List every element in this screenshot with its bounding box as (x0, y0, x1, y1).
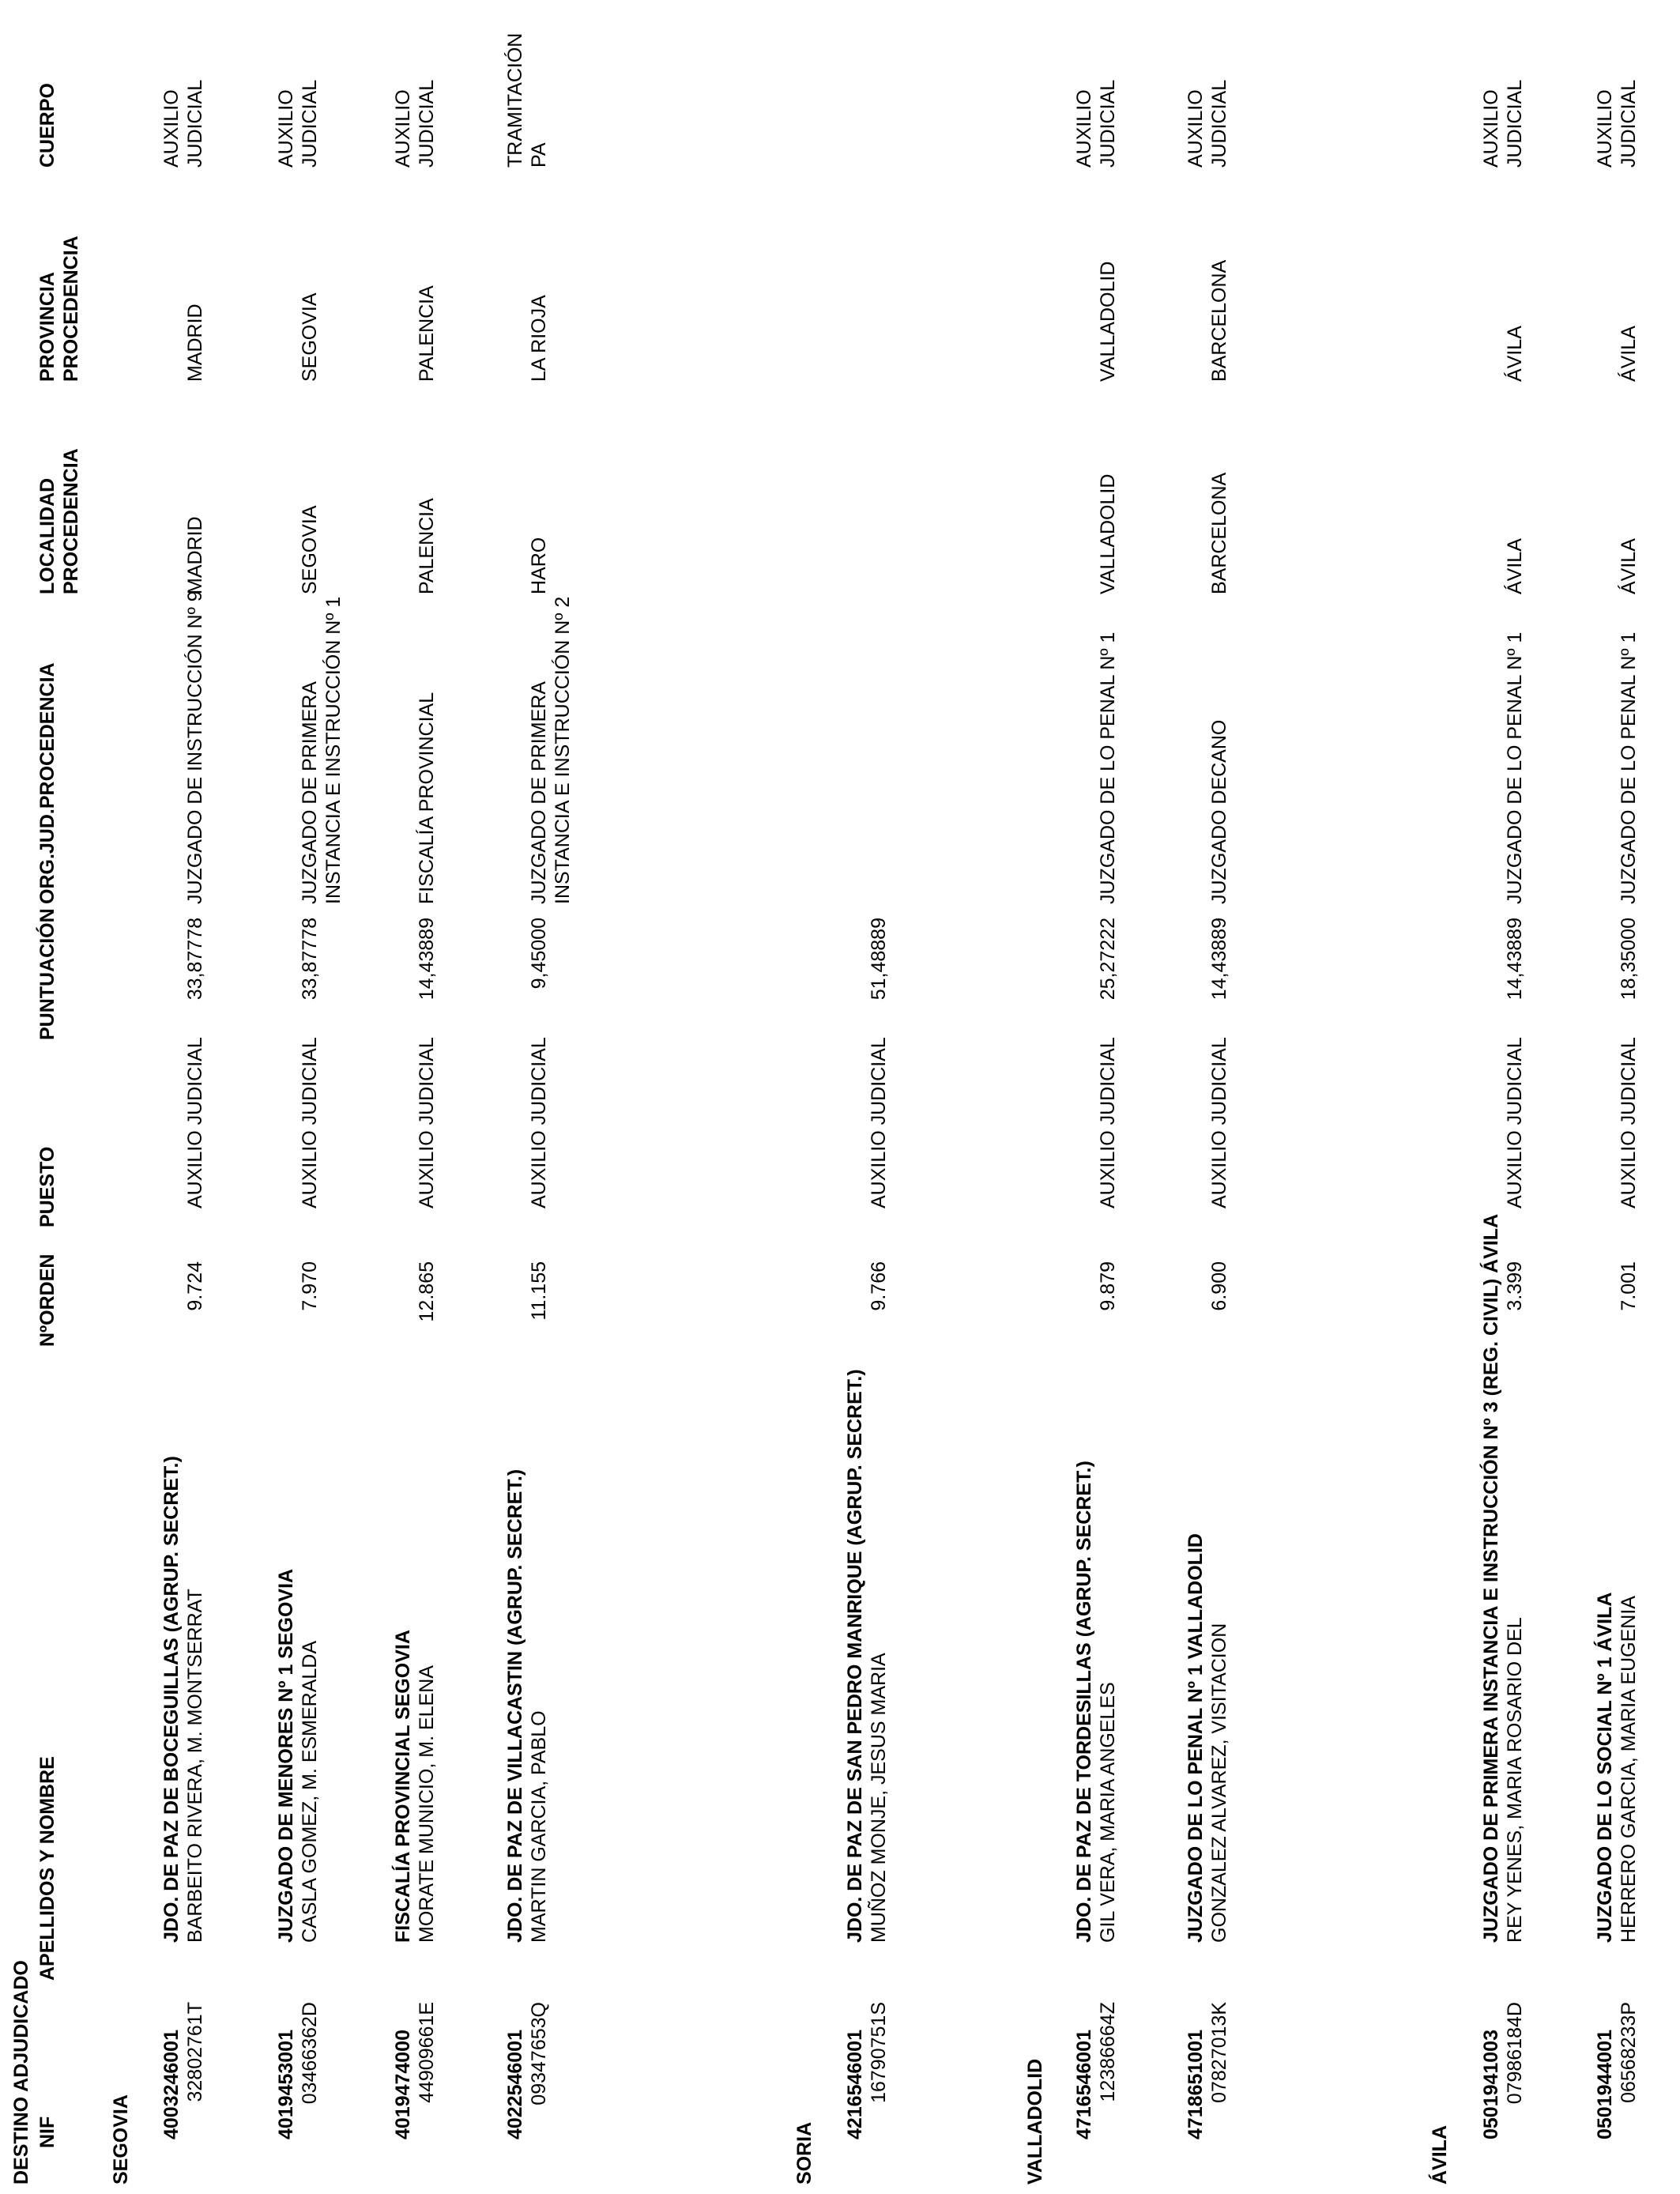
puesto-cell: AUXILIO JUDICIAL (184, 1037, 206, 1208)
nombre-cell: MARTIN GARCIA, PABLO (528, 1710, 550, 1943)
org-procedencia-cell: JUZGADO DE LO PENAL Nº 1 (1618, 631, 1640, 904)
puntuacion-cell: 51,48889 (868, 918, 890, 1001)
orden-cell: 7.001 (1618, 1261, 1640, 1311)
provincia-cell: PALENCIA (416, 285, 438, 382)
destination-name: JUZGADO DE PRIMERA INSTANCIA E INSTRUCCIÓN Nº 3 (REG. CIVIL) ÁVILA (1480, 1213, 1502, 1943)
puntuacion-cell: 14,43889 (416, 918, 438, 1001)
column-header-orden: NºORDEN (36, 1253, 58, 1347)
nombre-cell: BARBEITO RIVERA, M. MONTSERRAT (184, 1589, 206, 1943)
org-procedencia-cell: JUZGADO DE PRIMERA INSTANCIA E INSTRUCCIÓN Nº 2 (528, 596, 574, 904)
org-procedencia-cell: FISCALÍA PROVINCIAL (416, 692, 438, 904)
puesto-cell: AUXILIO JUDICIAL (528, 1037, 550, 1208)
nif-cell: 07986184D (1504, 2002, 1526, 2105)
column-header-puntuacion: PUNTUACIÓN (36, 908, 58, 1040)
nif-cell: 12386664Z (1097, 2002, 1119, 2102)
cuerpo-cell: AUXILIO JUDICIAL (1073, 79, 1119, 168)
provincia-cell: ÁVILA (1618, 326, 1640, 382)
puesto-cell: AUXILIO JUDICIAL (1208, 1037, 1230, 1208)
nif-cell: 06568233P (1618, 2002, 1640, 2103)
destination-name: JUZGADO DE LO SOCIAL Nº 1 ÁVILA (1594, 1592, 1616, 1943)
localidad-cell: MADRID (184, 516, 206, 594)
puntuacion-cell: 14,43889 (1504, 918, 1526, 1001)
province-heading: SORIA (793, 2121, 816, 2185)
orden-cell: 11.155 (528, 1261, 550, 1321)
column-header-cuerpo: CUERPO (36, 83, 58, 168)
puesto-cell: AUXILIO JUDICIAL (1097, 1037, 1119, 1208)
orden-cell: 12.865 (416, 1261, 438, 1322)
puntuacion-cell: 18,35000 (1618, 918, 1640, 1001)
orden-cell: 6.900 (1208, 1261, 1230, 1311)
destination-name: JDO. DE PAZ DE BOCEGUILLAS (AGRUP. SECRET.) (160, 1456, 183, 1943)
provincia-cell: BARCELONA (1208, 259, 1230, 382)
cuerpo-cell: AUXILIO JUDICIAL (392, 79, 438, 168)
cuerpo-cell: AUXILIO JUDICIAL (160, 79, 206, 168)
nif-cell: 03466362D (299, 2002, 321, 2105)
puntuacion-cell: 33,87778 (184, 918, 206, 1001)
cuerpo-cell: AUXILIO JUDICIAL (1594, 79, 1640, 168)
nombre-cell: GIL VERA, MARIA ANGELES (1097, 1682, 1119, 1943)
localidad-cell: HARO (528, 537, 550, 594)
provincia-cell: SEGOVIA (299, 292, 321, 382)
nombre-cell: HERRERO GARCIA, MARIA EUGENIA (1618, 1596, 1640, 1943)
nif-cell: 09347653Q (528, 2002, 550, 2105)
destination-name: FISCALÍA PROVINCIAL SEGOVIA (392, 1630, 414, 1943)
nif-cell: 16790751S (868, 2002, 890, 2103)
document-title: DESTINO ADJUDICADO (10, 1960, 32, 2185)
column-header-nif: NIF (36, 2116, 58, 2148)
provincia-cell: VALLADOLID (1097, 261, 1119, 382)
puntuacion-cell: 33,87778 (299, 918, 321, 1001)
org-procedencia-cell: JUZGADO DE PRIMERA INSTANCIA E INSTRUCCIÓN Nº 1 (299, 596, 345, 904)
org-procedencia-cell: JUZGADO DE INSTRUCCIÓN Nº 9 (184, 590, 206, 904)
nif-cell: 44909661E (416, 2002, 438, 2103)
column-header-provincia: PROVINCIA PROCEDENCIA (36, 236, 82, 382)
org-procedencia-cell: JUZGADO DE LO PENAL Nº 1 (1504, 631, 1526, 904)
column-header-localidad: LOCALIDAD PROCEDENCIA (36, 448, 82, 594)
cuerpo-cell: TRAMITACIÓN PA (504, 32, 550, 168)
destination-code: 4216546001 (844, 2030, 866, 2140)
puesto-cell: AUXILIO JUDICIAL (416, 1037, 438, 1208)
orden-cell: 9.766 (868, 1261, 890, 1311)
province-heading: VALLADOLID (1024, 2058, 1046, 2185)
destination-name: JDO. DE PAZ DE VILLACASTIN (AGRUP. SECRET.) (504, 1468, 526, 1943)
localidad-cell: ÁVILA (1504, 538, 1526, 594)
destination-code: 4022546001 (504, 2030, 526, 2140)
org-procedencia-cell: JUZGADO DECANO (1208, 719, 1230, 904)
destination-name: JDO. DE PAZ DE SAN PEDRO MANRIQUE (AGRUP. SECRET.) (844, 1369, 866, 1943)
nif-cell: 32802761T (184, 2002, 206, 2102)
province-heading: SEGOVIA (110, 2094, 132, 2185)
destination-name: JUZGADO DE LO PENAL Nº 1 VALLADOLID (1185, 1533, 1207, 1943)
column-header-org: ORG.JUD.PROCEDENCIA (36, 662, 58, 904)
nif-cell: 07827013K (1208, 2002, 1230, 2103)
puntuacion-cell: 25,27222 (1097, 918, 1119, 1001)
destination-code: 4003246001 (160, 2030, 183, 2140)
cuerpo-cell: AUXILIO JUDICIAL (275, 79, 321, 168)
destination-code: 0501941003 (1480, 2030, 1502, 2140)
orden-cell: 9.724 (184, 1261, 206, 1311)
localidad-cell: BARCELONA (1208, 472, 1230, 594)
org-procedencia-cell: JUZGADO DE LO PENAL Nº 1 (1097, 631, 1119, 904)
puesto-cell: AUXILIO JUDICIAL (1504, 1037, 1526, 1208)
province-heading: ÁVILA (1429, 2125, 1451, 2185)
column-header-nombre: APELLIDOS Y NOMBRE (36, 1756, 58, 1981)
destination-code: 0501944001 (1594, 2030, 1616, 2140)
nombre-cell: GONZALEZ ALVAREZ, VISITACION (1208, 1623, 1230, 1943)
provincia-cell: ÁVILA (1504, 326, 1526, 382)
destination-code: 4019474000 (392, 2030, 414, 2140)
destination-code: 4019453001 (275, 2030, 297, 2140)
destination-code: 4718651001 (1185, 2030, 1207, 2140)
puntuacion-cell: 9,45000 (528, 918, 550, 990)
localidad-cell: VALLADOLID (1097, 473, 1119, 594)
nombre-cell: MORATE MUNICIO, M. ELENA (416, 1665, 438, 1943)
puesto-cell: AUXILIO JUDICIAL (299, 1037, 321, 1208)
orden-cell: 7.970 (299, 1261, 321, 1311)
destination-name: JUZGADO DE MENORES Nº 1 SEGOVIA (275, 1568, 297, 1943)
cuerpo-cell: AUXILIO JUDICIAL (1480, 79, 1526, 168)
column-header-puesto: PUESTO (36, 1146, 58, 1227)
cuerpo-cell: AUXILIO JUDICIAL (1185, 79, 1230, 168)
orden-cell: 3.399 (1504, 1261, 1526, 1311)
nombre-cell: REY YENES, MARIA ROSARIO DEL (1504, 1617, 1526, 1943)
provincia-cell: MADRID (184, 303, 206, 382)
localidad-cell: ÁVILA (1618, 538, 1640, 594)
provincia-cell: LA RIOJA (528, 295, 550, 382)
orden-cell: 9.879 (1097, 1261, 1119, 1311)
localidad-cell: SEGOVIA (299, 505, 321, 594)
nombre-cell: MUÑOZ MONJE, JESUS MARIA (868, 1653, 890, 1943)
destination-name: JDO. DE PAZ DE TORDESILLAS (AGRUP. SECRET.) (1073, 1461, 1095, 1943)
nombre-cell: CASLA GOMEZ, M. ESMERALDA (299, 1640, 321, 1943)
localidad-cell: PALENCIA (416, 498, 438, 594)
puesto-cell: AUXILIO JUDICIAL (1618, 1037, 1640, 1208)
destination-code: 4716546001 (1073, 2030, 1095, 2140)
puesto-cell: AUXILIO JUDICIAL (868, 1037, 890, 1208)
puntuacion-cell: 14,43889 (1208, 918, 1230, 1001)
